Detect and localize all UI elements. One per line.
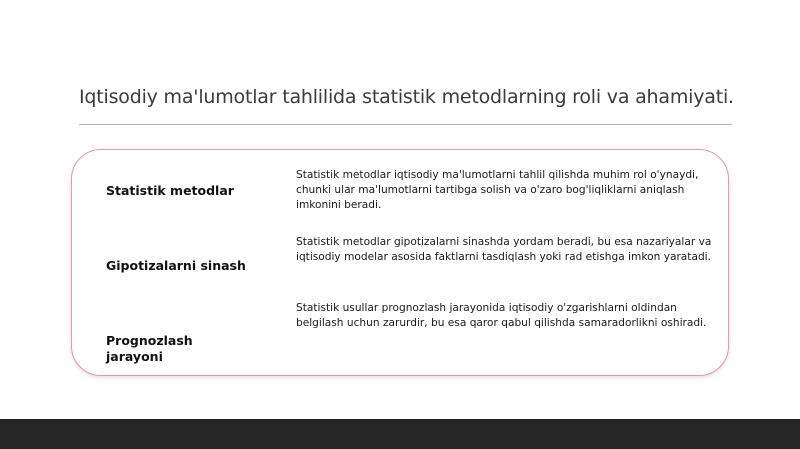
row-description-gipotizalarni-sinash: Statistik metodlar gipotizalarni sinashda yordam beradi, bu esa nazariyalar va iqtisodiy modelar asosida faktlarni tasdiqlash yoki rad etishga imkon yaratadi. [296,236,712,263]
row-label-statistik-metodlar: Statistik metodlar [106,183,234,198]
footer-bar [0,419,800,449]
title-divider [79,124,732,125]
row-description-statistik-metodlar: Statistik metodlar iqtisodiy ma'lumotlarni tahlil qilishda muhim rol o'ynaydi, chunki ular ma'lumotlarni tartibga solish va o'zaro bog'liqliklarni aniqlash imkonini beradi. [296,169,699,211]
slide-title: Iqtisodiy ma'lumotlar tahlilida statistik metodlarning roli va ahamiyati. [79,86,734,108]
row-description-prognozlash-jarayoni: Statistik usullar prognozlash jarayonida iqtisodiy o'zgarishlarni oldindan belgilash uchun zarurdir, bu esa qaror qabul qilishda samaradorlikni oshiradi. [296,302,707,329]
row-label-gipotizalarni-sinash: Gipotizalarni sinash [106,258,246,273]
row-label-prognozlash-jarayoni: Prognozlash jarayoni [106,333,193,364]
